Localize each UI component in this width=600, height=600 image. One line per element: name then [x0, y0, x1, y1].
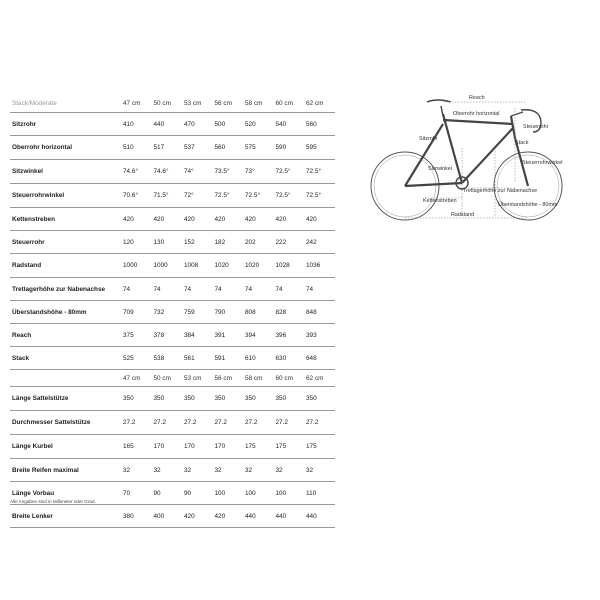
size-header: 60 cm — [275, 374, 293, 382]
table-cell: 808 — [245, 308, 256, 316]
table-cell: 74 — [306, 285, 314, 293]
table-cell: 420 — [184, 512, 195, 520]
table-row — [10, 113, 335, 136]
row-label: Stack — [12, 354, 30, 362]
table-cell: 560 — [214, 144, 226, 151]
table-cell: 74 — [245, 285, 253, 293]
table-cell: 790 — [214, 308, 226, 316]
table-cell: 350 — [123, 395, 134, 402]
table-cell: 32 — [245, 466, 253, 474]
table-cell: 90 — [184, 489, 192, 497]
stack-label: Stack — [515, 140, 529, 146]
row-label: Reach — [12, 331, 32, 339]
components-header-row — [10, 370, 335, 386]
table-cell: 1028 — [275, 262, 290, 269]
top-tube — [443, 120, 513, 124]
size-header: 53 cm — [184, 100, 202, 107]
table-cell: 378 — [153, 331, 165, 339]
head-angle-label: Steuerrohrwinkel — [522, 160, 563, 166]
table-row — [10, 208, 335, 231]
table-cell: 175 — [275, 443, 287, 450]
table-row — [10, 347, 335, 370]
table-cell: 517 — [153, 144, 165, 151]
table-cell: 74 — [153, 285, 161, 293]
table-cell: 27.2 — [275, 419, 288, 426]
row-label: Breite Lenker — [12, 512, 53, 520]
row-label: Überstandshöhe - 80mm — [12, 308, 87, 316]
table-cell: 350 — [306, 395, 317, 402]
seatpost — [441, 106, 443, 116]
table-cell: 74 — [214, 285, 222, 293]
table-cell: 71.5° — [153, 192, 169, 199]
table-cell: 420 — [275, 215, 287, 223]
table-cell: 74.6° — [123, 168, 138, 175]
table-cell: 540 — [275, 120, 287, 128]
table-cell: 440 — [245, 512, 256, 520]
table-cell: 350 — [245, 395, 256, 402]
table-cell: 420 — [123, 215, 134, 223]
table-cell: 170 — [153, 443, 165, 450]
table-cell: 520 — [245, 120, 256, 128]
table-row — [10, 324, 335, 347]
row-label: Oberrohr horizontal — [12, 144, 73, 151]
table-cell: 591 — [214, 354, 226, 362]
table-cell: 350 — [214, 395, 226, 402]
table-cell: 90 — [153, 489, 161, 497]
table-cell: 72.5° — [214, 192, 230, 199]
table-cell: 27.2 — [245, 419, 258, 426]
chainstays-label: Kettenstreben — [423, 198, 457, 204]
table-cell: 1000 — [123, 262, 138, 269]
table-row — [10, 278, 335, 301]
seat-tube — [443, 114, 462, 183]
seat-tube-label: Sitzrohr — [419, 136, 438, 142]
table-cell: 72.5° — [275, 168, 291, 175]
reach-label: Reach — [469, 95, 485, 101]
saddle — [427, 100, 451, 102]
table-cell: 32 — [153, 466, 161, 474]
row-label: Radstand — [12, 262, 42, 269]
table-cell: 74° — [184, 168, 194, 175]
table-cell: 27.2 — [184, 419, 197, 426]
table-cell: 32 — [214, 466, 222, 474]
table-cell: 110 — [306, 489, 317, 497]
table-cell: 538 — [153, 354, 165, 362]
table-cell: 759 — [184, 308, 195, 316]
table-cell: 384 — [184, 331, 195, 339]
table-row — [10, 387, 335, 411]
table-cell: 590 — [275, 144, 287, 151]
table-cell: 440 — [153, 120, 165, 128]
table-cell: 420 — [153, 215, 165, 223]
size-header: 56 cm — [214, 374, 232, 382]
table-cell: 410 — [123, 120, 134, 128]
table-cell: 1000 — [153, 262, 168, 269]
size-header: 58 cm — [245, 374, 263, 382]
geometry-header-row — [10, 95, 335, 113]
size-header: 47 cm — [123, 374, 141, 382]
table-cell: 420 — [306, 215, 317, 223]
table-cell: 350 — [184, 395, 195, 402]
table-cell: 610 — [245, 354, 256, 362]
table-cell: 130 — [153, 238, 165, 246]
table-cell: 74 — [275, 285, 283, 293]
table-cell: 73° — [245, 168, 255, 175]
geometry-header-label: Stack/Moderate — [12, 100, 57, 107]
size-header: 60 cm — [275, 100, 293, 107]
table-cell: 561 — [184, 354, 195, 362]
table-cell: 525 — [123, 354, 134, 362]
table-cell: 391 — [214, 331, 226, 339]
row-label: Tretlagerhöhe zur Nabenachse — [12, 285, 106, 293]
table-cell: 560 — [306, 120, 317, 128]
table-cell: 595 — [306, 144, 317, 151]
table-cell: 394 — [245, 331, 256, 339]
table-cell: 848 — [306, 308, 317, 316]
footnote: Alle Angaben sind in Millimeter oder Grad. — [10, 499, 96, 504]
table-cell: 420 — [214, 512, 226, 520]
table-row — [10, 435, 335, 459]
table-row — [10, 301, 335, 324]
table-cell: 242 — [306, 238, 317, 246]
table-cell: 350 — [275, 395, 287, 402]
table-cell: 1020 — [214, 262, 229, 269]
table-cell: 537 — [184, 144, 195, 151]
table-cell: 27.2 — [306, 419, 319, 426]
chainstay — [405, 183, 462, 186]
size-header: 50 cm — [153, 374, 171, 382]
table-cell: 152 — [184, 238, 195, 246]
table-cell: 709 — [123, 308, 134, 316]
table-cell: 32 — [275, 466, 283, 474]
table-cell: 70 — [123, 489, 131, 497]
top-tube-label: Oberrohr horizontal — [453, 111, 500, 117]
table-cell: 120 — [123, 238, 134, 246]
geometry-table — [10, 95, 335, 528]
table-row — [10, 505, 335, 528]
table-cell: 500 — [214, 120, 226, 128]
table-cell: 170 — [214, 443, 226, 450]
table-cell: 73.5° — [214, 168, 230, 175]
size-header: 58 cm — [245, 100, 263, 107]
table-cell: 575 — [245, 144, 256, 151]
table-cell: 1036 — [306, 262, 321, 269]
table-cell: 32 — [306, 466, 314, 474]
table-row — [10, 184, 335, 208]
row-label: Steuerrohr — [12, 238, 45, 246]
table-cell: 27.2 — [153, 419, 166, 426]
row-label: Breite Reifen maximal — [12, 466, 79, 474]
row-label: Länge Kurbel — [12, 443, 53, 450]
table-cell: 440 — [306, 512, 317, 520]
table-cell: 350 — [153, 395, 165, 402]
table-cell: 202 — [245, 238, 256, 246]
table-row — [10, 459, 335, 482]
table-cell: 1008 — [184, 262, 199, 269]
table-row — [10, 160, 335, 184]
table-cell: 72° — [184, 192, 194, 199]
size-header: 62 cm — [306, 100, 324, 107]
table-cell: 170 — [184, 443, 195, 450]
row-label: Sitzwinkel — [12, 168, 43, 175]
standover-label: Überstandshöhe - 80mm — [498, 202, 558, 208]
stem — [511, 112, 523, 116]
table-cell: 1020 — [245, 262, 260, 269]
table-cell: 74 — [123, 285, 131, 293]
row-label: Sitzrohr — [12, 120, 37, 128]
row-label: Durchmesser Sattelstütze — [12, 419, 91, 426]
table-cell: 70.6° — [123, 192, 138, 199]
table-cell: 396 — [275, 331, 287, 339]
table-cell: 27.2 — [123, 419, 136, 426]
table-cell: 100 — [214, 489, 226, 497]
head-tube — [511, 116, 515, 138]
bike-geometry-diagram — [365, 88, 593, 228]
seat-angle-label: Sitzwinkel — [428, 166, 452, 172]
table-cell: 400 — [153, 512, 165, 520]
table-cell: 74.6° — [153, 168, 169, 175]
size-header: 53 cm — [184, 374, 202, 382]
table-cell: 175 — [245, 443, 256, 450]
wheelbase-label: Radstand — [451, 212, 475, 218]
table-cell: 100 — [275, 489, 287, 497]
row-label: Länge Vorbau — [12, 489, 55, 497]
table-cell: 393 — [306, 331, 317, 339]
table-cell: 222 — [275, 238, 287, 246]
table-row — [10, 411, 335, 435]
table-cell: 27.2 — [214, 419, 227, 426]
table-cell: 630 — [275, 354, 287, 362]
size-header: 47 cm — [123, 100, 141, 107]
row-label: Kettenstreben — [12, 215, 55, 223]
bb-height-label: Tretlagerhöhe zur Nabenachse — [463, 188, 538, 194]
table-cell: 380 — [123, 512, 134, 520]
table-cell: 32 — [123, 466, 131, 474]
head-tube-label: Steuerrohr — [523, 124, 549, 130]
row-label: Steuerrohrwinkel — [12, 192, 65, 199]
table-row — [10, 136, 335, 160]
table-cell: 72.5° — [275, 192, 291, 199]
table-cell: 100 — [245, 489, 256, 497]
table-cell: 440 — [275, 512, 287, 520]
table-cell: 420 — [184, 215, 195, 223]
table-cell: 32 — [184, 466, 192, 474]
table-cell: 72.5° — [306, 192, 321, 199]
table-cell: 182 — [214, 238, 226, 246]
table-cell: 420 — [245, 215, 256, 223]
size-header: 50 cm — [153, 100, 171, 107]
size-header: 62 cm — [306, 374, 324, 382]
table-cell: 828 — [275, 308, 287, 316]
size-header: 56 cm — [214, 100, 232, 107]
row-label: Länge Sattelstütze — [12, 395, 69, 402]
table-cell: 420 — [214, 215, 226, 223]
table-row — [10, 231, 335, 254]
table-cell: 470 — [184, 120, 195, 128]
table-cell: 175 — [306, 443, 317, 450]
table-cell: 510 — [123, 144, 134, 151]
table-cell: 165 — [123, 443, 134, 450]
table-cell: 72.5° — [306, 168, 321, 175]
table-cell: 72.5° — [245, 192, 260, 199]
table-cell: 732 — [153, 308, 165, 316]
table-row — [10, 254, 335, 278]
table-cell: 74 — [184, 285, 192, 293]
down-tube — [462, 128, 513, 183]
table-cell: 648 — [306, 354, 317, 362]
table-cell: 375 — [123, 331, 134, 339]
